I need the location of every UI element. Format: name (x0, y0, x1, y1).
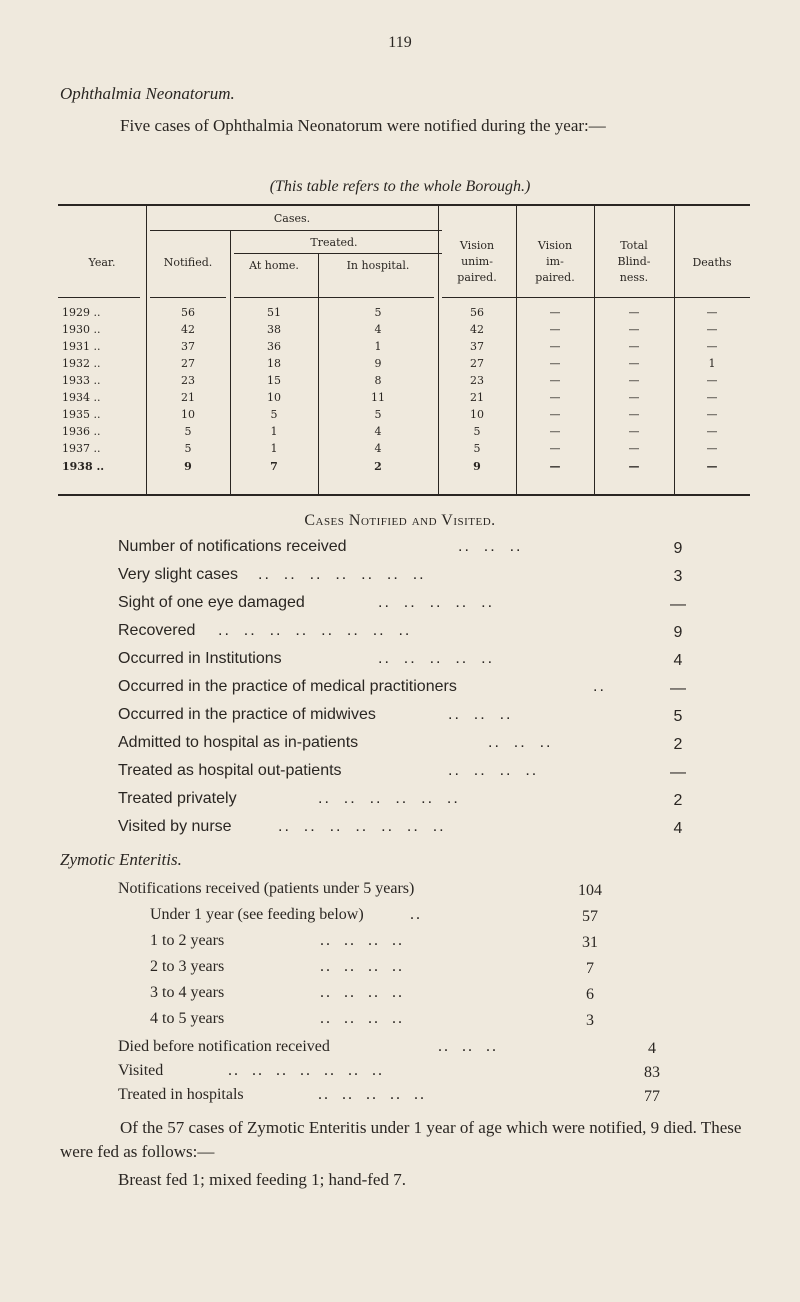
cell-vision-impaired: — (549, 442, 561, 455)
list-item: Recovered .. .. .. .. .. .. .. .. 9 (118, 622, 718, 646)
item-value: 5 (673, 708, 683, 725)
feeding-line: Breast fed 1; mixed feeding 1; hand-fed 7. (118, 1170, 406, 1189)
item-value: 4 (673, 820, 683, 837)
header-year: Year. (88, 256, 116, 269)
cell-in-hospital: 9 (374, 357, 382, 370)
list-item: Sight of one eye damaged .. .. .. .. .. — (118, 594, 718, 618)
cell-at-home: 36 (267, 340, 281, 353)
item-label: Died before notification received (118, 1038, 330, 1055)
item-label: Notifications received (patients under 5 years) (118, 880, 415, 897)
cell-year: 1935 .. (62, 408, 101, 421)
age-group-row: 3 to 4 years .. .. .. .. 6 (150, 984, 610, 1008)
cell-at-home: 18 (267, 357, 281, 370)
cell-year: 1937 .. (62, 442, 101, 455)
cell-vision-unimpaired: 9 (473, 460, 481, 473)
header-cases: Cases. (273, 212, 311, 225)
cell-notified: 21 (181, 391, 195, 404)
table-row (58, 460, 750, 477)
cell-total-blindness: — (628, 425, 640, 438)
item-value: 4 (648, 1040, 656, 1057)
item-label: Admitted to hospital as in-patients (118, 734, 359, 751)
item-label: Occurred in Institutions (118, 650, 282, 667)
cell-total-blindness: — (628, 442, 640, 455)
cases-notified-title: Cases Notified and Visited. (304, 512, 496, 529)
died-row: Died before notification received .. .. .. 4 (118, 1038, 718, 1062)
item-value: 31 (582, 934, 598, 951)
list-item: Treated as hospital out-patients .. .. .. .. — (118, 762, 718, 786)
cell-total-blindness: — (628, 391, 640, 404)
item-value: — (670, 680, 686, 697)
table-row (58, 323, 750, 340)
cell-at-home: 15 (267, 374, 281, 387)
item-value: — (670, 596, 686, 613)
cell-total-blindness: — (628, 460, 640, 473)
cell-vision-unimpaired: 23 (470, 374, 484, 387)
item-value: 3 (586, 1012, 594, 1029)
item-value: 4 (673, 652, 683, 669)
cell-deaths: — (706, 425, 718, 438)
item-value: 2 (673, 792, 683, 809)
cell-in-hospital: 1 (374, 340, 382, 353)
cell-deaths: 1 (708, 357, 716, 370)
table-row (58, 442, 750, 459)
item-value: 104 (578, 882, 602, 899)
notifications-row (118, 880, 718, 904)
header-notified: Notified. (163, 256, 213, 269)
cell-vision-unimpaired: 21 (470, 391, 484, 404)
cell-deaths: — (706, 340, 718, 353)
list-item: Treated privately .. .. .. .. .. .. 2 (118, 790, 718, 814)
cell-notified: 56 (181, 306, 195, 319)
item-label: Occurred in the practice of medical practitioners (118, 678, 457, 695)
cell-vision-impaired: — (549, 306, 561, 319)
cell-vision-unimpaired: 37 (470, 340, 484, 353)
item-value: 2 (673, 736, 683, 753)
age-group-row: 2 to 3 years .. .. .. .. 7 (150, 958, 610, 982)
item-value: 77 (644, 1088, 660, 1105)
cell-at-home: 7 (270, 460, 278, 473)
cell-in-hospital: 2 (374, 460, 382, 473)
cell-at-home: 10 (267, 391, 281, 404)
list-item: Occurred in Institutions .. .. .. .. .. 4 (118, 650, 718, 674)
table-row (58, 357, 750, 374)
ophthalmia-intro: Five cases of Ophthalmia Neonatorum were notified during the year:— (120, 116, 606, 135)
cell-year: 1938 .. (62, 460, 105, 473)
item-label: Occurred in the practice of midwives (118, 706, 376, 723)
cell-notified: 5 (184, 425, 192, 438)
cell-vision-impaired: — (549, 408, 561, 421)
item-label: Visited (118, 1062, 164, 1079)
item-label: 1 to 2 years (150, 932, 225, 949)
item-label: Under 1 year (see feeding below) (150, 906, 364, 923)
cell-at-home: 38 (267, 323, 281, 336)
item-label: Sight of one eye damaged (118, 594, 305, 611)
item-label: Treated as hospital out-patients (118, 762, 342, 779)
item-label: Number of notifications received (118, 538, 347, 555)
cell-in-hospital: 4 (374, 323, 382, 336)
cell-notified: 42 (181, 323, 195, 336)
cell-vision-impaired: — (549, 460, 561, 473)
cell-year: 1934 .. (62, 391, 101, 404)
cell-total-blindness: — (628, 357, 640, 370)
item-value: 57 (582, 908, 598, 925)
page-number: 119 (388, 34, 412, 51)
cell-vision-impaired: — (549, 374, 561, 387)
ophthalmia-heading: Ophthalmia Neonatorum. (60, 84, 235, 103)
cell-total-blindness: — (628, 306, 640, 319)
list-item: Visited by nurse .. .. .. .. .. .. .. 4 (118, 818, 718, 842)
cell-in-hospital: 8 (374, 374, 382, 387)
cell-vision-unimpaired: 42 (470, 323, 484, 336)
item-label: 4 to 5 years (150, 1010, 225, 1027)
cell-notified: 23 (181, 374, 195, 387)
header-in-hospital: In hospital. (346, 259, 410, 272)
item-label: Treated in hospitals (118, 1086, 244, 1103)
table-row (58, 408, 750, 425)
cell-in-hospital: 11 (371, 391, 385, 404)
item-value: 9 (673, 540, 683, 557)
age-group-row: 4 to 5 years .. .. .. .. 3 (150, 1010, 610, 1034)
cell-notified: 5 (184, 442, 192, 455)
cell-total-blindness: — (628, 408, 640, 421)
cell-vision-unimpaired: 10 (470, 408, 484, 421)
cell-notified: 9 (184, 460, 192, 473)
cell-at-home: 1 (270, 442, 278, 455)
cell-vision-unimpaired: 5 (473, 425, 481, 438)
list-item: Occurred in the practice of midwives .. .. .. 5 (118, 706, 718, 730)
list-item: Very slight cases .. .. .. .. .. .. .. 3 (118, 566, 718, 590)
cell-vision-unimpaired: 56 (470, 306, 484, 319)
item-value: — (670, 764, 686, 781)
item-label: Visited by nurse (118, 818, 232, 835)
cell-vision-impaired: — (549, 391, 561, 404)
cell-in-hospital: 5 (374, 306, 382, 319)
cell-deaths: — (706, 306, 718, 319)
cell-year: 1932 .. (62, 357, 101, 370)
list-item: Admitted to hospital as in-patients .. .. .. 2 (118, 734, 718, 758)
item-value: 83 (644, 1064, 660, 1081)
cell-total-blindness: — (628, 374, 640, 387)
zymotic-summary: Of the 57 cases of Zymotic Enteritis under 1 year of age which were notified, 9 died. These were fed as follows:— (60, 1118, 742, 1161)
zymotic-heading: Zymotic Enteritis. (60, 850, 182, 869)
cell-deaths: — (706, 391, 718, 404)
list-item: Number of notifications received .. .. .. 9 (118, 538, 718, 562)
visited-row: Visited .. .. .. .. .. .. .. 83 (118, 1062, 718, 1086)
header-deaths: Deaths (692, 256, 732, 269)
item-value: 6 (586, 986, 594, 1003)
item-value: 3 (673, 568, 683, 585)
header-vision-impaired: Vision im- paired. (535, 239, 575, 284)
cell-in-hospital: 4 (374, 442, 382, 455)
cell-vision-unimpaired: 5 (473, 442, 481, 455)
cell-year: 1929 .. (62, 306, 101, 319)
cell-vision-unimpaired: 27 (470, 357, 484, 370)
header-vision-unimpaired: Vision unim- paired. (457, 239, 497, 284)
table-row (58, 425, 750, 442)
list-item: Occurred in the practice of medical practitioners .. — (118, 678, 718, 702)
table-row (58, 306, 750, 323)
cell-at-home: 1 (270, 425, 278, 438)
cell-vision-impaired: — (549, 340, 561, 353)
cell-deaths: — (706, 460, 718, 473)
cell-year: 1933 .. (62, 374, 101, 387)
cell-year: 1936 .. (62, 425, 101, 438)
item-label: 3 to 4 years (150, 984, 225, 1001)
item-label: 2 to 3 years (150, 958, 225, 975)
cell-deaths: — (706, 408, 718, 421)
header-treated: Treated. (310, 236, 358, 249)
cell-notified: 27 (181, 357, 195, 370)
cell-vision-impaired: — (549, 425, 561, 438)
table-row (58, 340, 750, 357)
cell-year: 1931 .. (62, 340, 101, 353)
treated-row: Treated in hospitals .. .. .. .. .. 77 (118, 1086, 718, 1110)
cell-in-hospital: 5 (374, 408, 382, 421)
cell-deaths: — (706, 442, 718, 455)
ophthalmia-table (58, 204, 750, 497)
cell-at-home: 5 (270, 408, 278, 421)
item-label: Treated privately (118, 790, 237, 807)
item-label: Recovered (118, 622, 196, 639)
age-group-row: Under 1 year (see feeding below) .. 57 (150, 906, 610, 930)
header-total-blindness: Total Blind- ness. (617, 239, 651, 284)
cell-notified: 10 (181, 408, 195, 421)
cell-vision-impaired: — (549, 323, 561, 336)
cell-vision-impaired: — (549, 357, 561, 370)
cell-total-blindness: — (628, 340, 640, 353)
cell-deaths: — (706, 374, 718, 387)
item-value: 7 (586, 960, 594, 977)
item-value: 9 (673, 624, 683, 641)
cell-notified: 37 (181, 340, 195, 353)
header-at-home: At home. (249, 259, 299, 272)
cell-deaths: — (706, 323, 718, 336)
item-label: Very slight cases (118, 566, 239, 583)
age-group-row: 1 to 2 years .. .. .. .. 31 (150, 932, 610, 956)
cell-in-hospital: 4 (374, 425, 382, 438)
cell-at-home: 51 (267, 306, 281, 319)
table-caption: (This table refers to the whole Borough.) (269, 178, 531, 195)
table-row (58, 391, 750, 408)
cell-total-blindness: — (628, 323, 640, 336)
cell-year: 1930 .. (62, 323, 101, 336)
table-row (58, 374, 750, 391)
